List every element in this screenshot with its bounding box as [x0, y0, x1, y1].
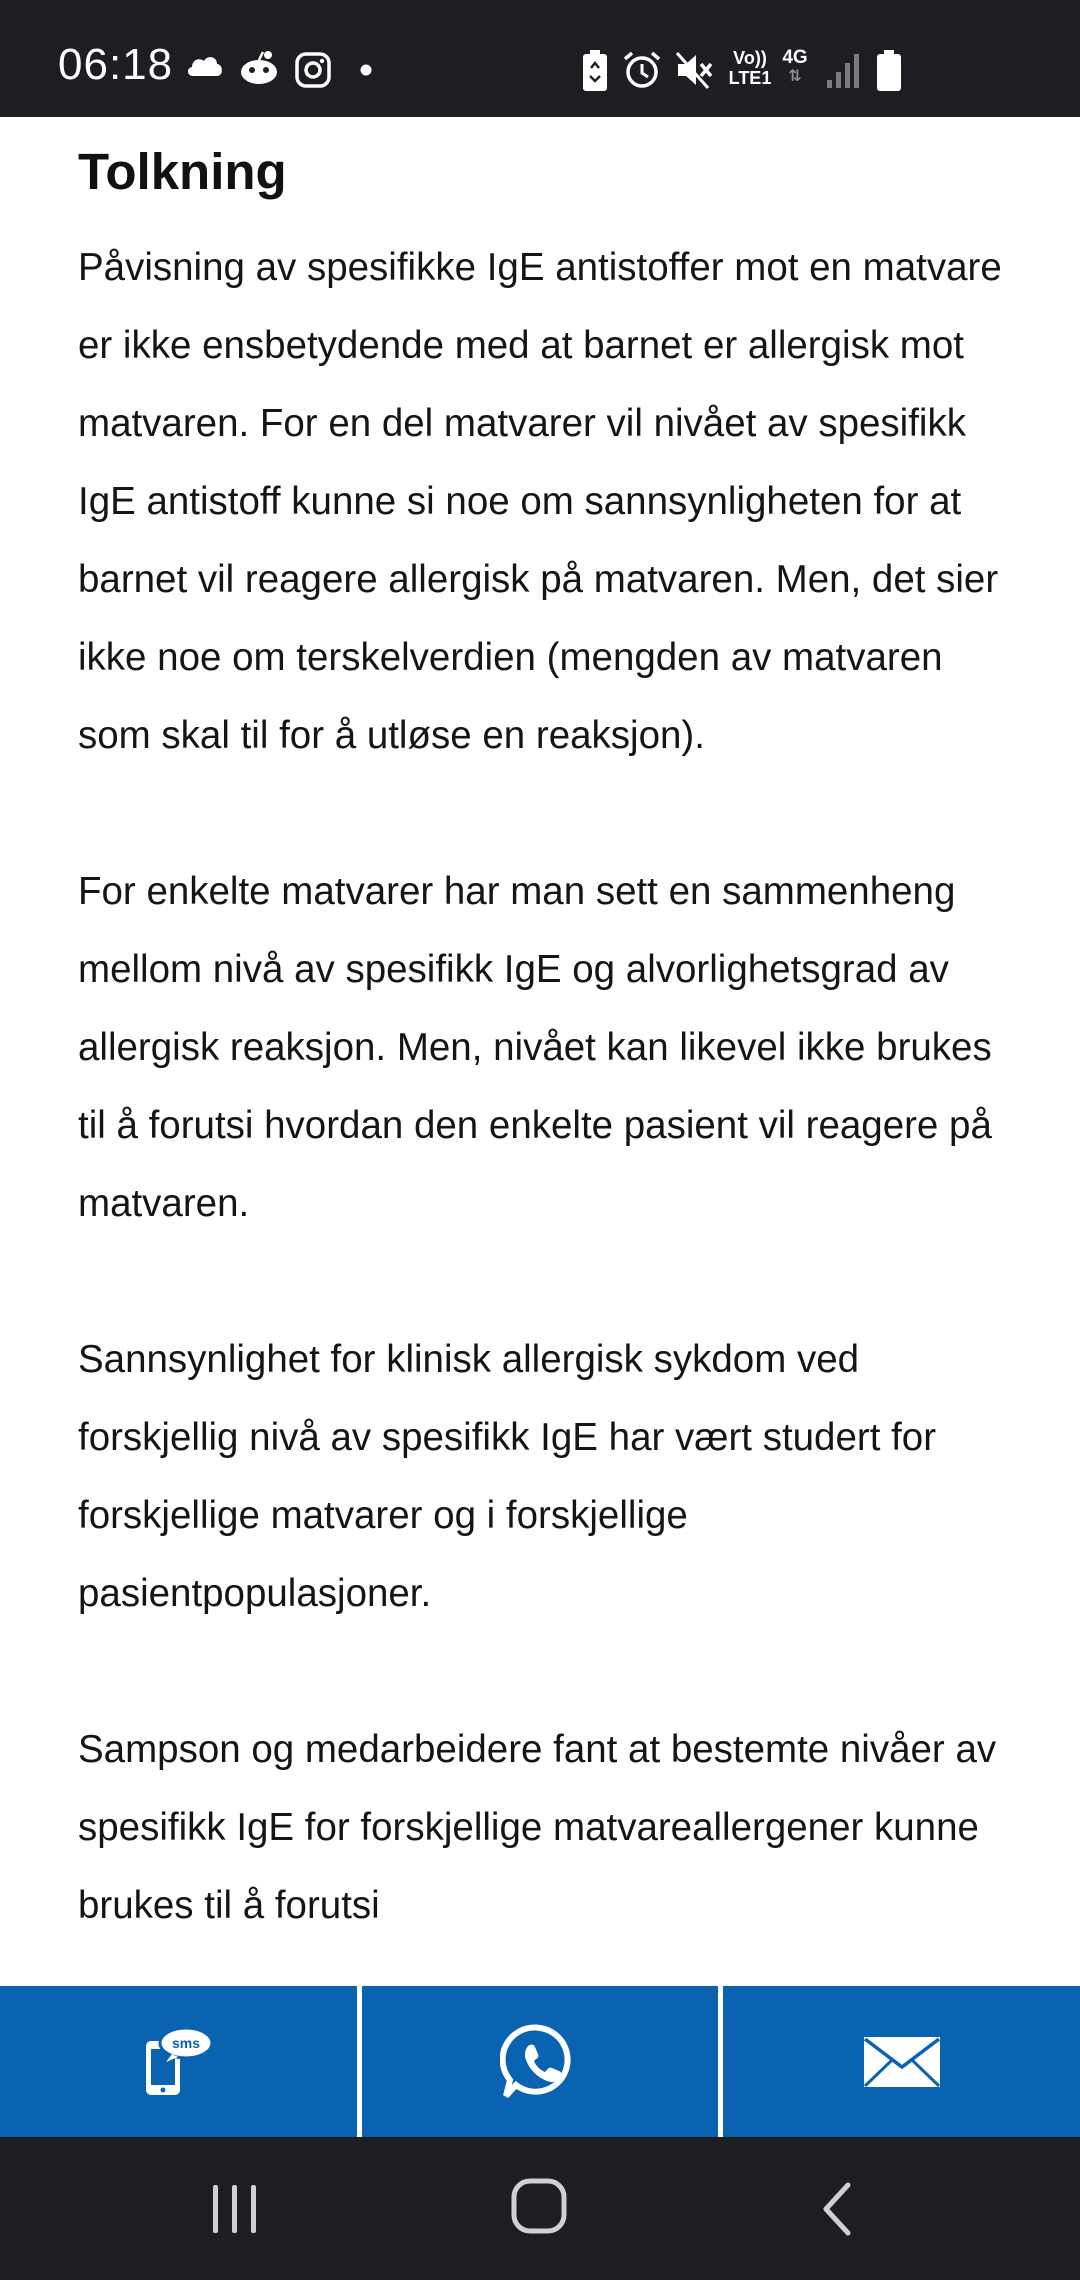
sms-badge-text: sms [172, 2034, 201, 2051]
sms-button[interactable] [0, 1986, 357, 2137]
volte-icon [726, 48, 774, 88]
whatsapp-button[interactable] [362, 1986, 719, 2137]
network-label: 4G [782, 47, 808, 68]
whatsapp-icon [500, 2022, 580, 2102]
paragraph-1: Påvisning av spesifikke IgE antistoffer mot en matvare er ikke ensbetydende med at barnet er allergisk mot matvaren. For en del matvarer vil nivået av spesifikk IgE antistoff kunne si noe om sannsynligheten for at barnet vil reagere allergisk på matvaren. Men, det sier ikke noe om terskelverdien (mengden av matvaren som skal til for å utløse en reaksjon). [78, 246, 1002, 757]
mail-icon [863, 2036, 941, 2088]
cloud-icon [185, 52, 225, 78]
sms-icon [142, 2027, 214, 2097]
status-time: 06:18 [58, 40, 174, 89]
home-button[interactable] [510, 2177, 568, 2235]
article-content [78, 117, 1018, 1987]
paragraph-2: For enkelte matvarer har man sett en sammenheng mellom nivå av spesifikk IgE og alvorlighetsgrad av allergisk reaksjon. Men, nivået kan likevel ikke brukes til å forutsi hvordan den enkelte pasient vil reagere på matvaren. [78, 870, 992, 1225]
back-button[interactable] [818, 2181, 858, 2237]
reddit-icon [238, 50, 280, 86]
status-bar [0, 0, 1080, 117]
volte-label-bottom: LTE1 [728, 68, 772, 88]
paragraph-3: Sannsynlighet for klinisk allergisk sykdom ved forskjellig nivå av spesifikk IgE har vært studert for forskjellige matvarer og i forskjellige pasientpopulasjoner. [78, 1338, 937, 1615]
email-button[interactable] [723, 1986, 1080, 2137]
system-nav-bar [0, 2137, 1080, 2280]
section-heading: Tolkning [78, 143, 287, 200]
alarm-icon [622, 50, 662, 90]
paragraph-4: Sampson og medarbeidere fant at bestemte nivåer av spesifikk IgE for forskjellige matvareallergener kunne brukes til å forutsi [78, 1728, 997, 1927]
dot-icon [360, 64, 372, 76]
instagram-icon [295, 52, 331, 88]
volte-label-top: Vo)) [733, 48, 767, 68]
4g-icon: 4G ⇅ [780, 48, 810, 86]
contact-action-bar [0, 1986, 1080, 2137]
battery-saver-icon [582, 50, 608, 92]
mute-icon [674, 50, 714, 90]
recent-apps-button[interactable] [205, 2181, 265, 2237]
signal-icon [826, 52, 860, 88]
battery-icon [876, 50, 902, 92]
